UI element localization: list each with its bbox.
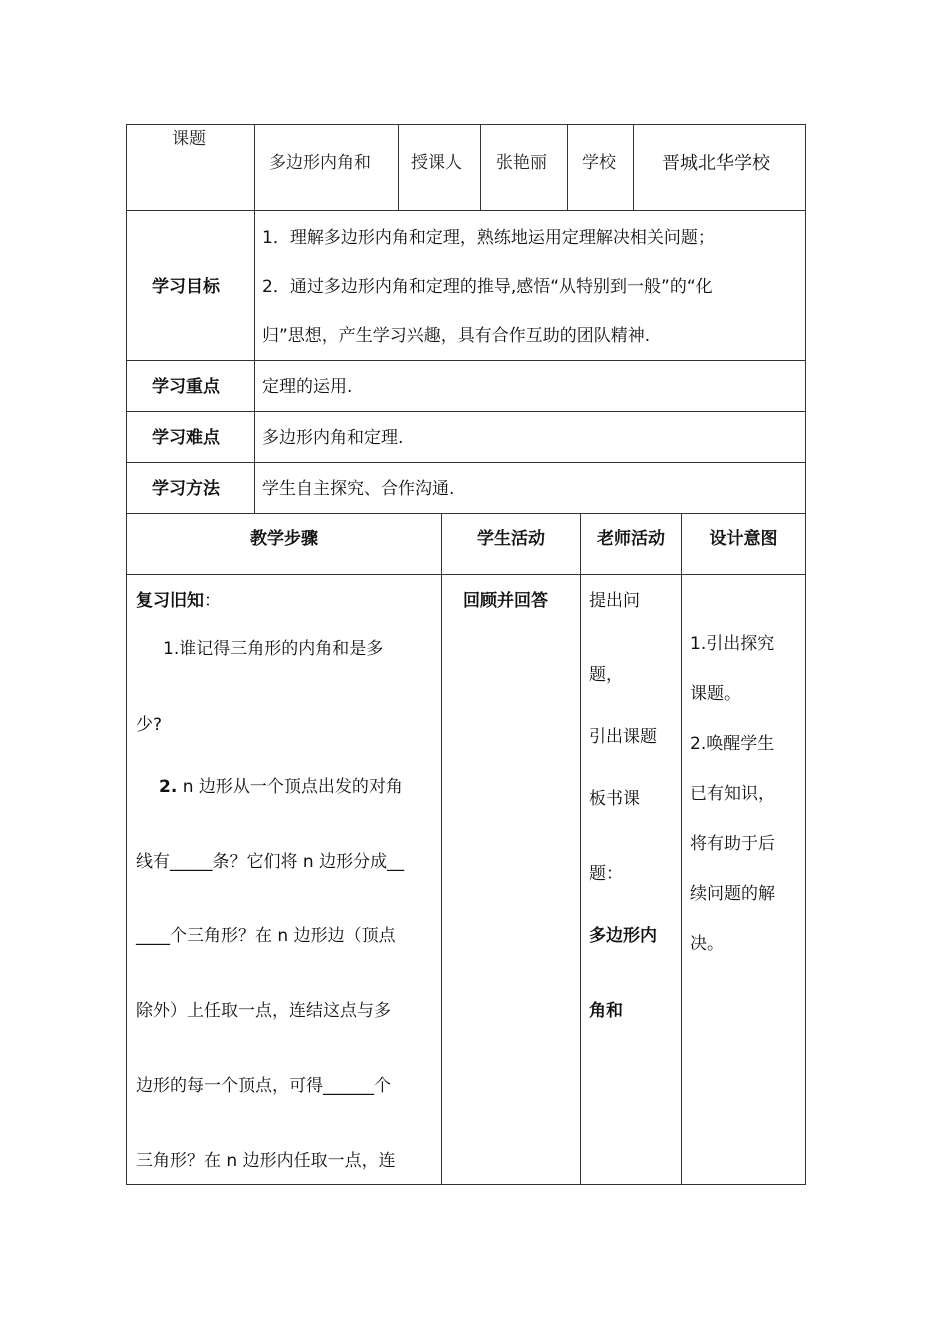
objectives-line-2: 2．通过多边形内角和定理的推导,感悟“从特别到一般”的“化 [262, 277, 713, 297]
label-column-divider [254, 210, 255, 513]
table-border-left [126, 124, 127, 1185]
table-border-bottom [126, 1184, 806, 1185]
focus-label: 学习重点 [152, 377, 220, 397]
objectives-label: 学习目标 [152, 277, 220, 297]
column-header-design: 设计意图 [709, 529, 778, 549]
row-divider-difficulty [126, 462, 806, 463]
design-intent-line-4: 已有知识， [690, 784, 775, 804]
teacher-activity-line-1: 提出问 [589, 591, 640, 611]
teacher-activity-line-6: 多边形内 [589, 926, 657, 946]
difficulty-label: 学习难点 [152, 428, 220, 448]
row-divider-method [126, 513, 806, 514]
question-1-line-1: 1.谁记得三角形的内角和是多 [163, 639, 384, 659]
school-label: 学校 [582, 153, 616, 173]
student-activity-text: 回顾并回答 [463, 591, 548, 611]
table-border-right [805, 124, 806, 1185]
design-intent-line-2: 课题。 [690, 684, 741, 704]
review-heading-text: 复习旧知 [136, 591, 204, 611]
design-intent-line-7: 决。 [690, 934, 724, 954]
header-divider-2 [398, 124, 399, 210]
table-border-top [126, 124, 806, 125]
design-intent-line-6: 续问题的解 [690, 884, 775, 904]
header-divider-4 [567, 124, 568, 210]
teacher-activity-line-4: 板书课 [589, 789, 640, 809]
row-divider-columns [126, 574, 806, 575]
question-2-line-1-text: n 边形从一个顶点出发的对角 [177, 777, 403, 797]
question-2-line-4: 除外）上任取一点，连结这点与多 [136, 1001, 391, 1021]
objectives-line-3: 归”思想，产生学习兴趣，具有合作互助的团队精神. [262, 326, 651, 346]
question-2-line-2: 线有_____条？它们将 n 边形分成__ [136, 852, 405, 872]
steps-divider-2 [580, 513, 581, 1185]
method-value: 学生自主探究、合作沟通. [262, 479, 455, 499]
question-2-line-3: ____个三角形？在 n 边形边（顶点 [136, 926, 396, 946]
teacher-activity-line-7: 角和 [589, 1001, 623, 1021]
review-heading-colon: ： [204, 591, 221, 611]
row-divider-objectives [126, 360, 806, 361]
question-2-line-5: 边形的每一个顶点，可得______个 [136, 1076, 391, 1096]
method-label: 学习方法 [152, 479, 220, 499]
steps-divider-3 [681, 513, 682, 1185]
steps-divider-1 [441, 513, 442, 1185]
teacher-activity-line-5: 题： [589, 864, 623, 884]
subject-label: 课题 [172, 129, 206, 149]
difficulty-value: 多边形内角和定理. [262, 428, 404, 448]
row-divider-focus [126, 411, 806, 412]
teacher-value: 张艳丽 [496, 153, 547, 173]
teacher-activity-line-3: 引出课题 [589, 727, 657, 747]
question-2-line-6: 三角形？在 n 边形内任取一点，连 [136, 1151, 396, 1171]
header-divider-3 [480, 124, 481, 210]
column-header-steps: 教学步骤 [250, 529, 318, 549]
teacher-label: 授课人 [411, 153, 462, 173]
design-intent-line-5: 将有助于后 [690, 834, 775, 854]
column-header-student: 学生活动 [477, 529, 545, 549]
focus-value: 定理的运用. [262, 377, 353, 397]
row-divider-header [126, 210, 806, 211]
design-intent-line-3: 2.唤醒学生 [690, 734, 775, 754]
question-1-line-2: 少? [136, 715, 163, 735]
teacher-activity-line-2: 题， [589, 665, 623, 685]
review-heading [136, 590, 221, 612]
school-value: 晋城北华学校 [662, 153, 770, 174]
header-divider-1 [254, 124, 255, 210]
objectives-line-1: 1．理解多边形内角和定理，熟练地运用定理解决相关问题； [262, 228, 715, 248]
header-divider-5 [633, 124, 634, 210]
question-2-number: 2. [159, 777, 178, 797]
question-2-line-1 [159, 776, 403, 798]
column-header-teacher: 老师活动 [597, 529, 665, 549]
design-intent-line-1: 1.引出探究 [690, 634, 775, 654]
subject-value: 多边形内角和 [269, 153, 371, 173]
